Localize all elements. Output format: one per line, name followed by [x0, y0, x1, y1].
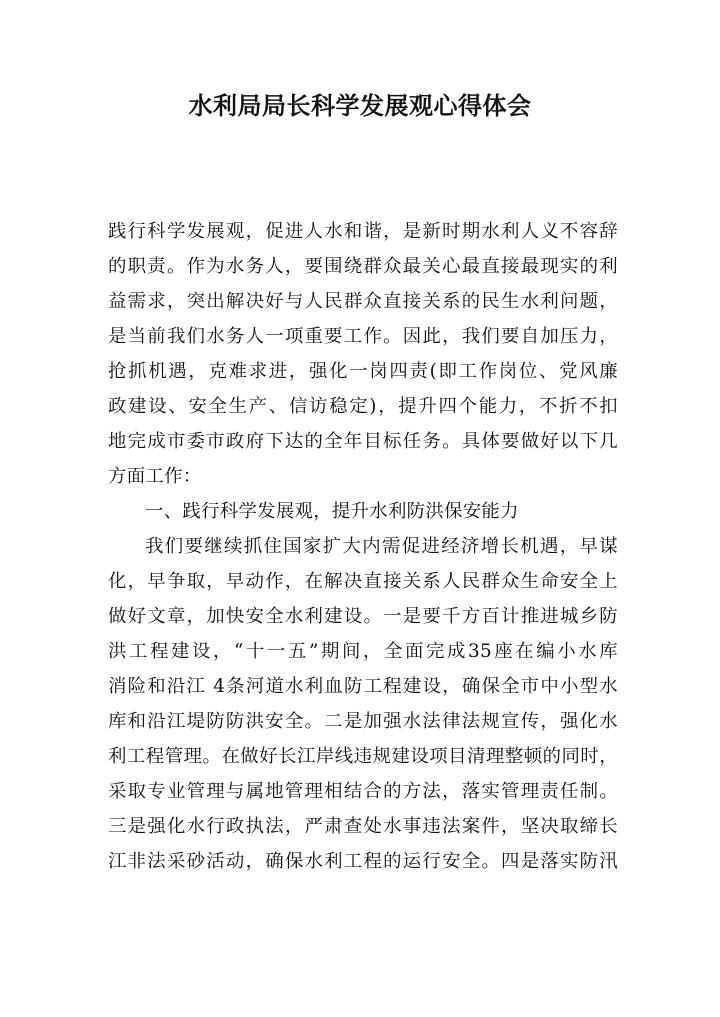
paragraph-line: 做好文章，加快安全水利建设。一是要千方百计推进城乡防 — [108, 606, 618, 627]
paragraph-line: 的职责。作为水务人，要围绕群众最关心最直接最现实的利 — [108, 256, 618, 277]
paragraph-line: 化，早争取，早动作，在解决直接关系人民群众生命安全上 — [108, 571, 618, 592]
paragraph-line: 江非法采砂活动，确保水利工程的运行安全。四是落实防汛 — [108, 851, 618, 872]
paragraph-line: 洪工程建设，“十一五”期间，全面完成35座在编小水库 — [108, 641, 618, 662]
paragraph-line: 我们要继续抓住国家扩大内需促进经济增长机遇，早谋 — [145, 536, 618, 557]
paragraph-line: 库和沿江堤防防洪安全。二是加强水法律法规宣传，强化水 — [108, 711, 618, 732]
paragraph-line: 抢抓机遇，克难求进，强化一岗四责(即工作岗位、党风廉 — [108, 361, 618, 382]
paragraph-line: 三是强化水行政执法，严肃查处水事违法案件，坚决取缔长 — [108, 816, 618, 837]
paragraph-line: 政建设、安全生产、信访稳定)，提升四个能力，不折不扣 — [108, 396, 618, 417]
paragraph-line: 采取专业管理与属地管理相结合的方法，落实管理责任制。 — [108, 781, 618, 802]
document-body — [108, 214, 618, 879]
paragraph-line: 益需求，突出解决好与人民群众直接关系的民生水利问题， — [108, 291, 618, 312]
paragraph-line: 践行科学发展观，促进人水和谐，是新时期水利人义不容辞 — [108, 221, 618, 242]
document-title: 水利局局长科学发展观心得体会 — [188, 92, 532, 120]
paragraph-line: 是当前我们水务人一项重要工作。因此，我们要自加压力， — [108, 326, 618, 347]
paragraph-line: 地完成市委市政府下达的全年目标任务。具体要做好以下几 — [108, 431, 618, 452]
section-heading: 一、践行科学发展观，提升水利防洪保安能力 — [145, 501, 519, 522]
paragraph-line: 方面工作： — [108, 466, 202, 487]
paragraph-line: 利工程管理。在做好长江岸线违规建设项目清理整顿的同时， — [108, 746, 618, 767]
paragraph-line: 消险和沿江 4条河道水利血防工程建设，确保全市中小型水 — [108, 676, 618, 697]
